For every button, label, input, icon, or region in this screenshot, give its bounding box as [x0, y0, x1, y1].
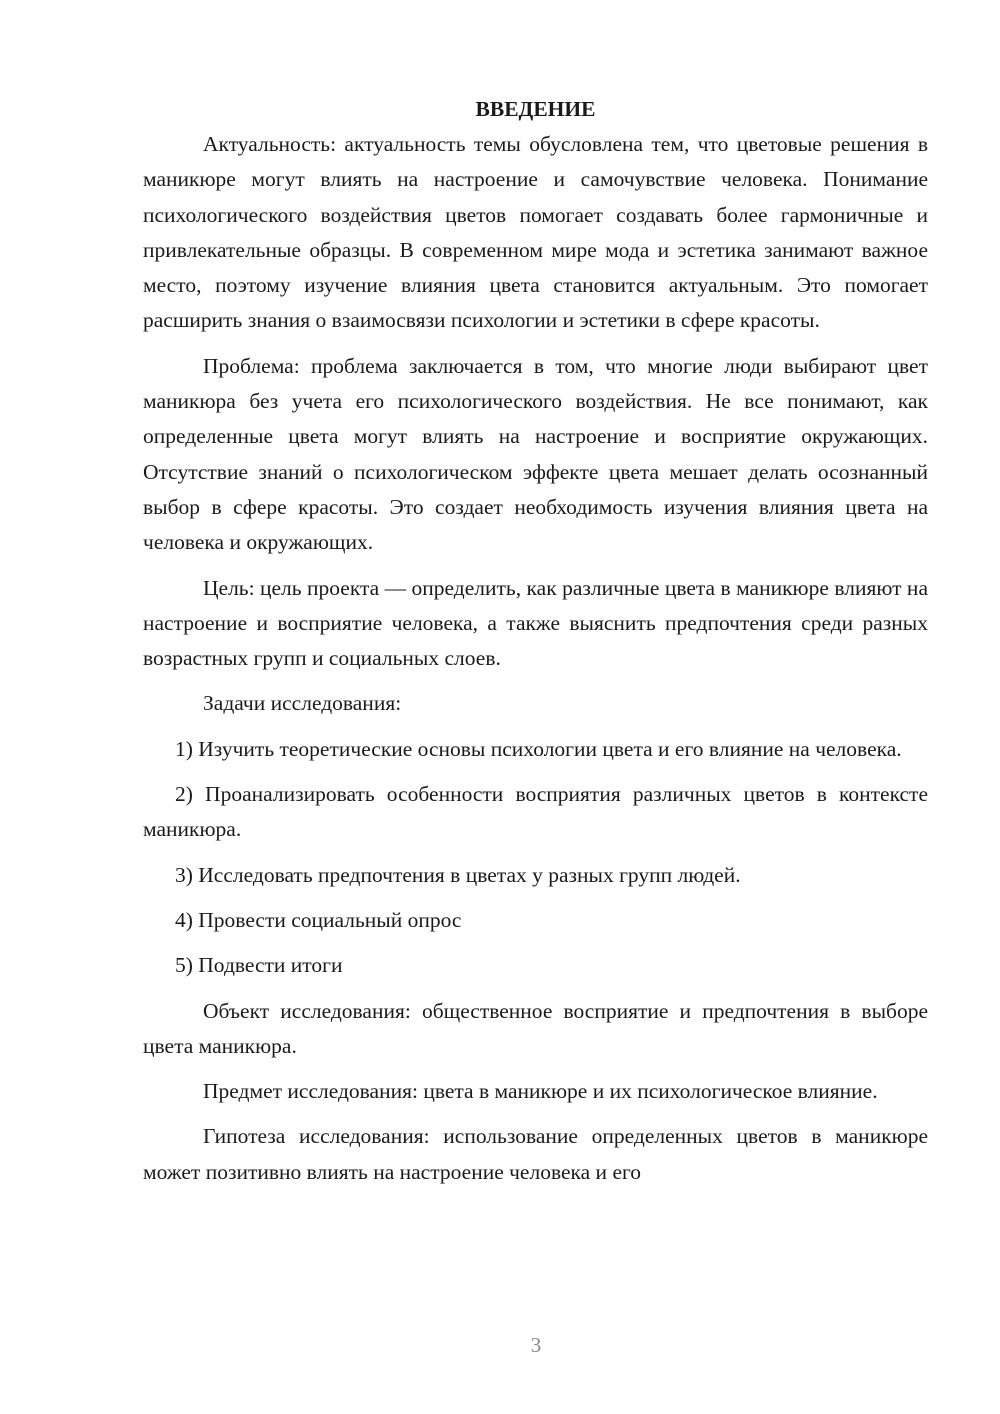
section-heading: ВВЕДЕНИЕ [475, 97, 596, 121]
task-item-3: 3) Исследовать предпочтения в цветах у разных групп людей. [175, 862, 741, 887]
task-item-2: 2) Проанализировать особенности восприятия различных цветов в контексте маникюра. [143, 782, 928, 842]
paragraph-subject: Предмет исследования: цвета в маникюре и их психологическое влияние. [203, 1079, 878, 1104]
page-content [143, 92, 928, 1190]
task-item-1: 1) Изучить теоретические основы психологии цвета и его влияние на человека. [175, 736, 902, 761]
page-number: 3 [530, 1333, 542, 1357]
paragraph-hypothesis: Гипотеза исследования: использование определенных цветов в маникюре может позитивно влиять на настроение человека и его [143, 1124, 928, 1184]
tasks-heading: Задачи исследования: [203, 691, 402, 716]
paragraph-goal: Цель: цель проекта — определить, как различные цвета в маникюре влияют на настроение и восприятие человека, а также выяснить предпочтения среди разных возрастных групп и социальных слоев. [143, 575, 928, 671]
task-item-4: 4) Провести социальный опрос [175, 907, 462, 932]
task-item-5: 5) Подвести итоги [175, 953, 343, 978]
paragraph-relevance: Актуальность: актуальность темы обусловлена тем, что цветовые решения в маникюре могут влиять на настроение и самочувствие человека. Понимание психологического воздействия цветов помогает создавать более гармоничные и привлекательные образцы. В современном мире мода и эстетика занимают важное место, поэтому изучение влияния цвета становится актуальным. Это помогает расширить знания о взаимосвязи психологии и эстетики в сфере красоты. [143, 132, 928, 333]
paragraph-problem: Проблема: проблема заключается в том, что многие люди выбирают цвет маникюра без учета его психологического воздействия. Не все понимают, как определенные цвета могут влиять на настроение и восприятие окружающих. Отсутствие знаний о психологическом эффекте цвета мешает делать осознанный выбор в сфере красоты. Это создает необходимость изучения влияния цвета на человека и окружающих. [143, 353, 928, 555]
paragraph-object: Объект исследования: общественное восприятие и предпочтения в выборе цвета маникюра. [143, 998, 928, 1058]
